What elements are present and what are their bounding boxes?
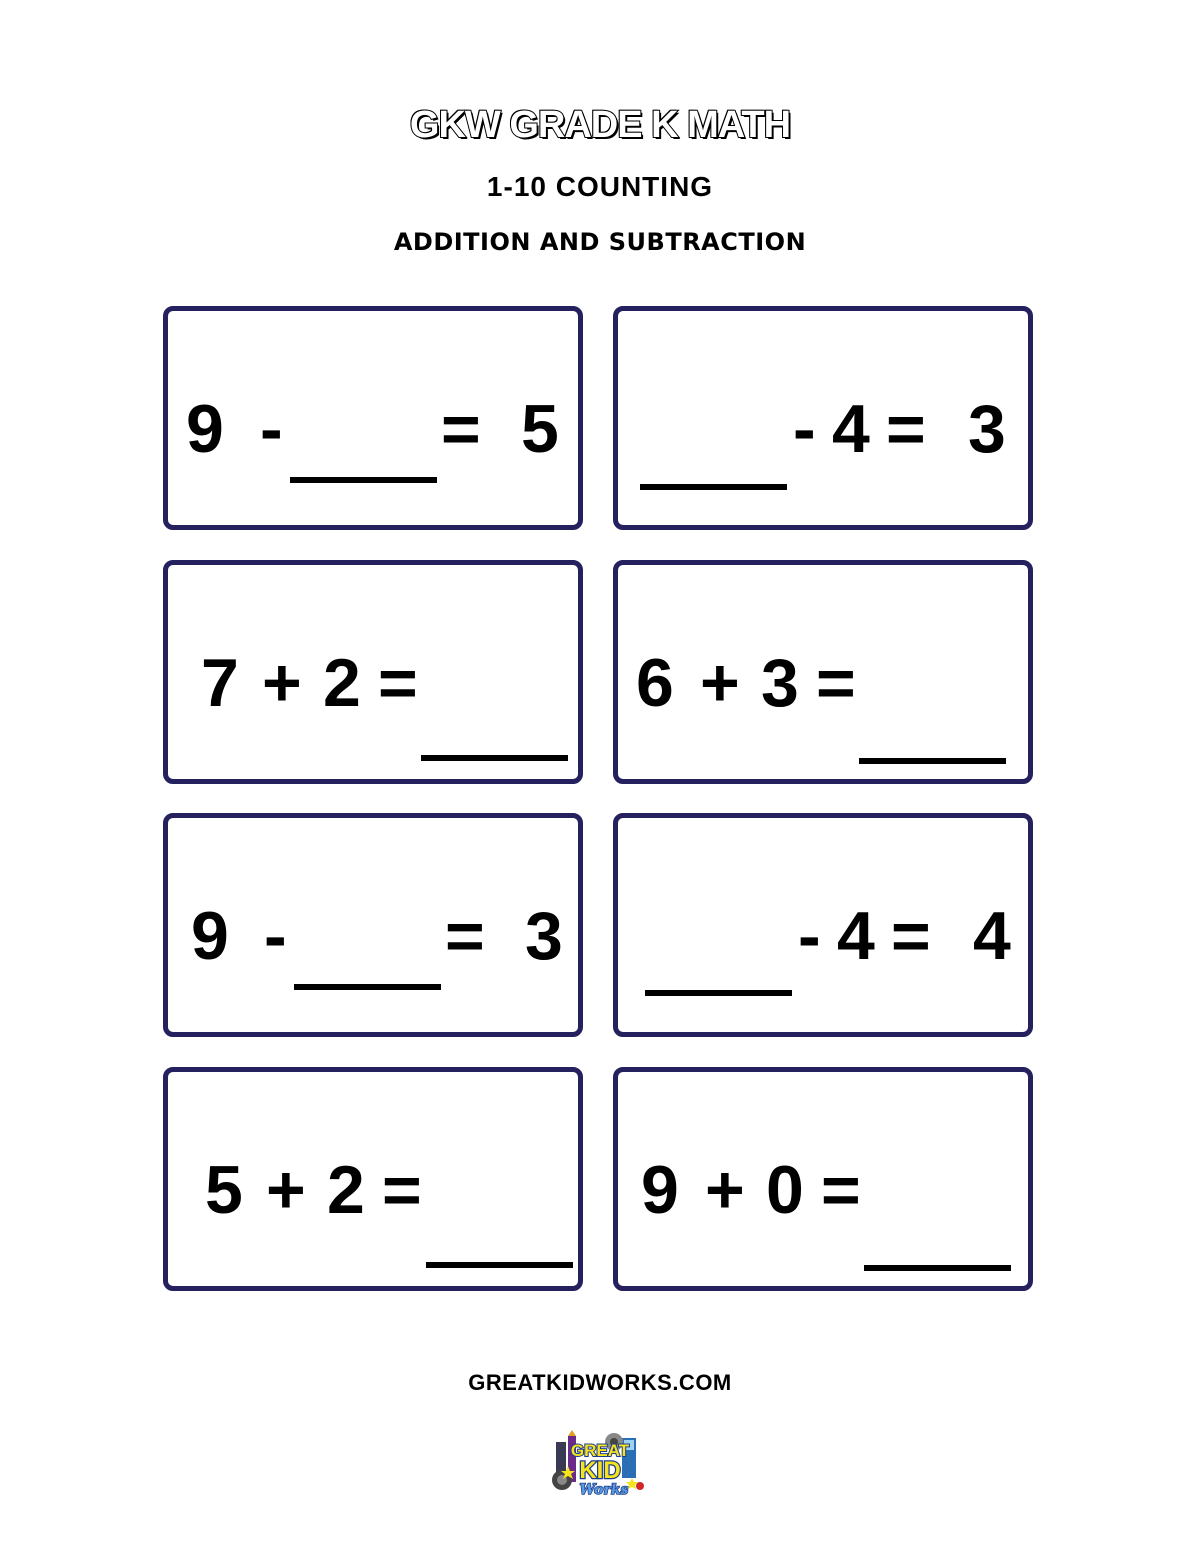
answer-blank[interactable] — [290, 477, 437, 483]
problem-operator: + — [266, 1152, 306, 1228]
website-url: GREATKIDWORKS.COM — [468, 1370, 732, 1395]
answer-blank[interactable] — [294, 984, 441, 990]
worksheet-subtitle: 1-10 COUNTING — [486, 171, 714, 202]
answer-blank[interactable] — [645, 990, 792, 996]
problem-equals: = — [891, 898, 931, 974]
problem-operator: - — [260, 391, 283, 467]
problem-operator: - — [264, 898, 287, 974]
problem-equals: = — [378, 645, 418, 721]
great-kid-works-logo — [548, 1428, 652, 1500]
answer-blank[interactable] — [859, 758, 1006, 764]
problem-operand-right: 0 — [766, 1152, 804, 1228]
problem-card-7 — [163, 1067, 583, 1291]
answer-blank[interactable] — [426, 1262, 573, 1268]
problem-equals: = — [445, 898, 485, 974]
problem-result: 4 — [973, 898, 1011, 974]
problem-operand-left: 5 — [205, 1152, 243, 1228]
problem-operand-right: 4 — [832, 391, 870, 467]
problem-card-3 — [163, 560, 583, 784]
problem-operand-left: 6 — [636, 645, 674, 721]
worksheet-title: GKW GRADE K MATH — [409, 104, 791, 146]
problem-operand-left: 9 — [641, 1152, 679, 1228]
logo-text-kid: KID — [579, 1457, 621, 1484]
logo-text-works: Works — [579, 1482, 629, 1498]
problem-operand-right: 4 — [837, 898, 875, 974]
problem-operand-left: 9 — [191, 898, 229, 974]
answer-blank[interactable] — [421, 755, 568, 761]
problem-operator: + — [705, 1152, 745, 1228]
problem-result: 3 — [525, 898, 563, 974]
answer-blank[interactable] — [864, 1265, 1011, 1271]
problem-operand-right: 2 — [327, 1152, 365, 1228]
problem-equals: = — [441, 391, 481, 467]
problem-operator: + — [262, 645, 302, 721]
problem-card-6 — [613, 813, 1033, 1037]
problem-operand-right: 2 — [323, 645, 361, 721]
problem-card-5 — [163, 813, 583, 1037]
problem-operator: + — [700, 645, 740, 721]
problem-operator: - — [798, 898, 821, 974]
problem-operand-right: 3 — [761, 645, 799, 721]
problem-equals: = — [886, 391, 926, 467]
problem-equals: = — [382, 1152, 422, 1228]
problem-card-8 — [613, 1067, 1033, 1291]
problem-operand-left: 9 — [186, 391, 224, 467]
worksheet-topic: ADDITION AND SUBTRACTION — [393, 228, 807, 256]
problem-card-1 — [163, 306, 583, 530]
problem-operator: - — [793, 391, 816, 467]
problem-result: 3 — [968, 391, 1006, 467]
problem-equals: = — [821, 1152, 861, 1228]
problem-operand-left: 7 — [201, 645, 239, 721]
problem-card-4 — [613, 560, 1033, 784]
problem-card-2 — [613, 306, 1033, 530]
problem-result: 5 — [521, 391, 559, 467]
answer-blank[interactable] — [640, 484, 787, 490]
logo-text-great: GREAT — [570, 1441, 630, 1460]
problem-equals: = — [816, 645, 856, 721]
